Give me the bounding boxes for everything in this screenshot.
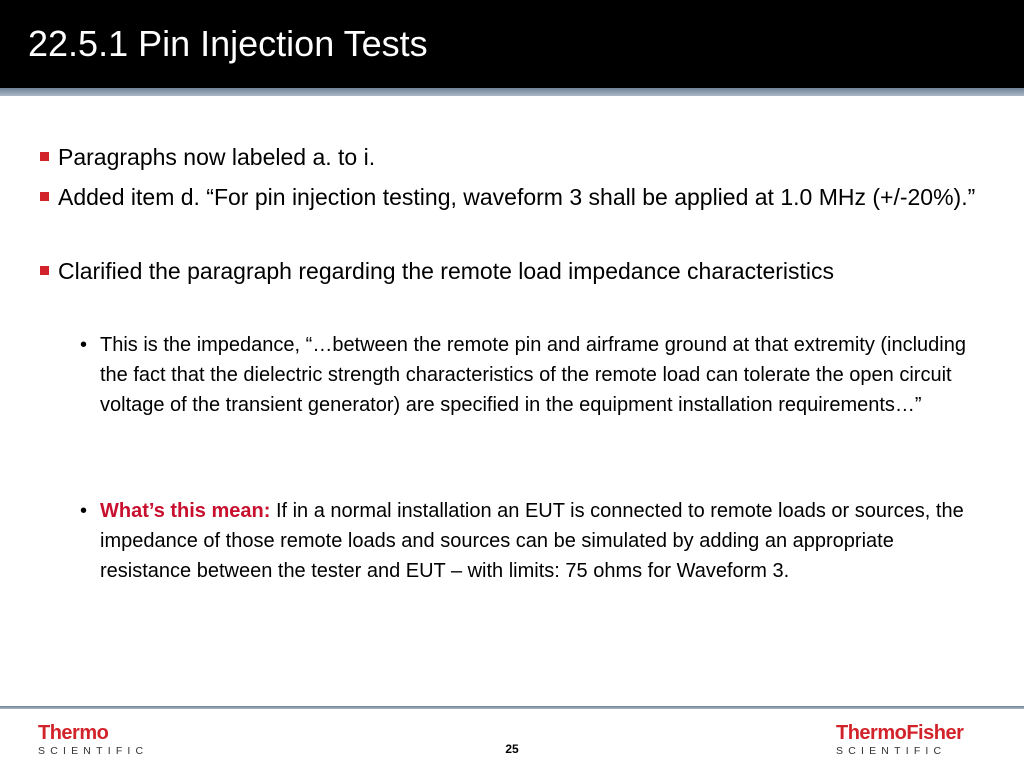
sub-bullet-text: If in a normal installation an EUT is connected to remote loads or sources, the impedance of those remote loads and sources can be simulated by adding an appropriate resistance between the tester and EUT – with limits: 75 ohms for Waveform 3. [100,500,964,582]
bullet-square-icon [40,266,49,275]
sub-bullet-item [100,496,970,586]
logo-subtitle: SCIENTIFIC [38,745,149,757]
sub-bullet-dot-icon: • [80,334,88,356]
title-bar [0,0,1024,88]
logo-subtitle: SCIENTIFIC [836,745,947,757]
logo-wordmark: ThermoFisher [836,722,964,744]
logo-wordmark: Thermo [38,722,109,744]
thermo-fisher-scientific-logo [836,722,963,758]
bullet-item: Paragraphs now labeled a. to i. [58,144,376,170]
title-divider [0,88,1024,96]
footer-divider [0,706,1024,709]
emphasis-label: What’s this mean: [100,500,271,522]
page-number: 25 [505,742,519,756]
bullet-square-icon [40,152,49,161]
slide-title: 22.5.1 Pin Injection Tests [28,23,428,64]
bullet-item: Added item d. “For pin injection testing, waveform 3 shall be applied at 1.0 MHz (+/-20%).” [58,184,976,210]
bullet-item: Clarified the paragraph regarding the remote load impedance characteristics [58,258,835,284]
bullet-square-icon [40,192,49,201]
sub-bullet-dot-icon: • [80,500,88,522]
sub-bullet-item: This is the impedance, “…between the remote pin and airframe ground at that extremity (including the fact that the dielectric strength characteristics of the remote load can tolerate the open circuit voltage of the transient generator) are specified in the equipment installation requirements…” [100,334,966,416]
